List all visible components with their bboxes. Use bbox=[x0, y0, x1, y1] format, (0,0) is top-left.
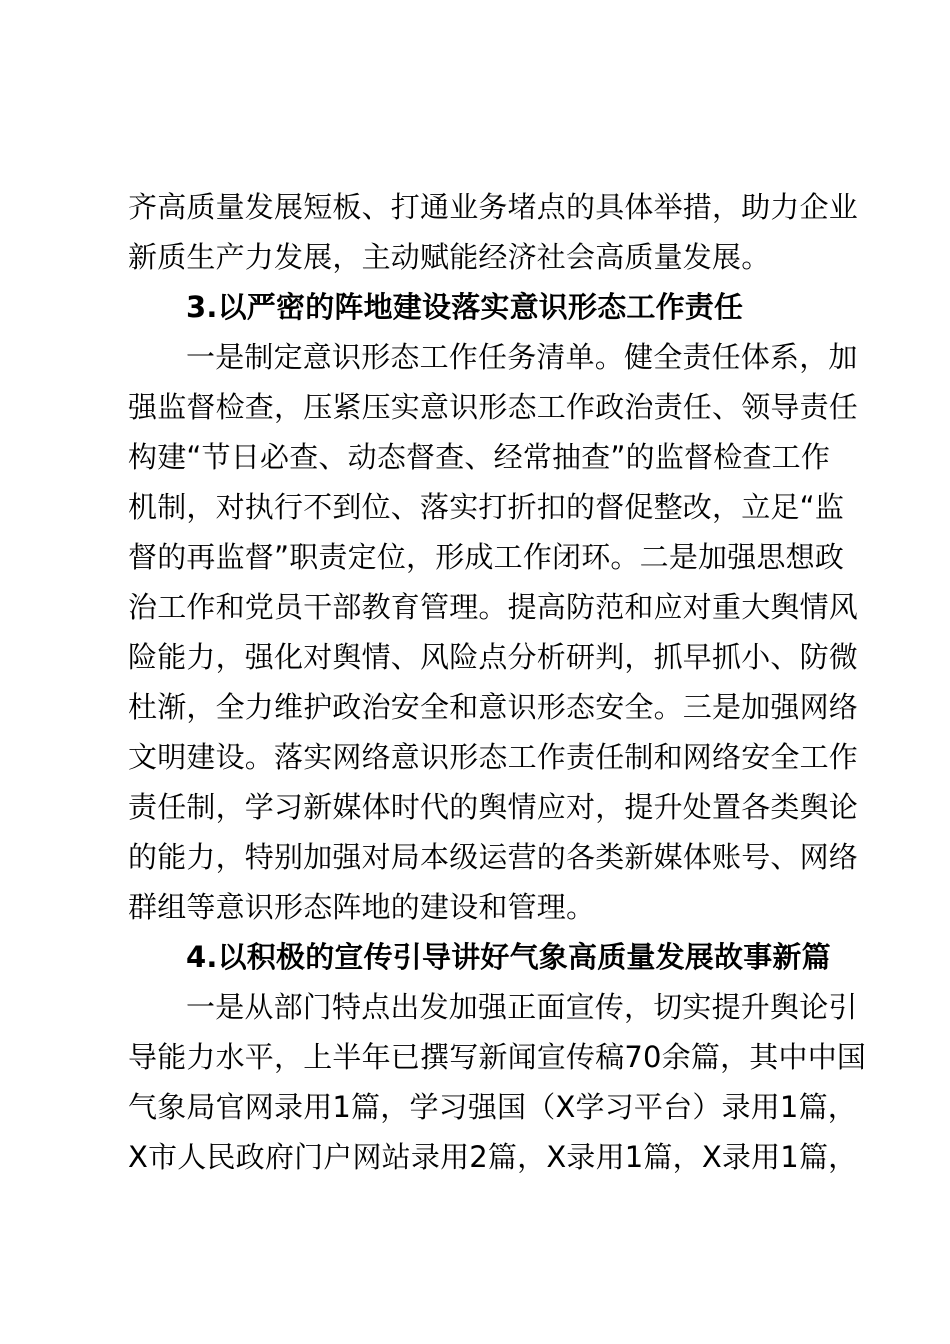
body-line: 气象局官网录用1篇，学习强国（X学习平台）录用1篇， bbox=[128, 1090, 857, 1124]
body-line: 齐高质量发展短板、打通业务堵点的具体举措，助力企业 bbox=[128, 190, 859, 224]
body-line: 强监督检查，压紧压实意识形态工作政治责任、领导责任 bbox=[128, 390, 859, 424]
body-line: 文明建设。落实网络意识形态工作责任制和网络安全工作 bbox=[128, 740, 859, 774]
body-line: 导能力水平，上半年已撰写新闻宣传稿70余篇，其中中国 bbox=[128, 1040, 867, 1074]
body-line: 群组等意识形态阵地的建设和管理。 bbox=[128, 890, 596, 924]
body-line: 新质生产力发展，主动赋能经济社会高质量发展。 bbox=[128, 240, 771, 274]
body-line: X市人民政府门户网站录用2篇，X录用1篇，X录用1篇， bbox=[128, 1140, 858, 1174]
body-line: 杜渐，全力维护政治安全和意识形态安全。三是加强网络 bbox=[128, 690, 859, 724]
section-heading-4: 4.以积极的宣传引导讲好气象高质量发展故事新篇 bbox=[186, 940, 831, 974]
paragraph-first-line: 一是制定意识形态工作任务清单。健全责任体系，加 bbox=[186, 340, 858, 374]
body-line: 的能力，特别加强对局本级运营的各类新媒体账号、网络 bbox=[128, 840, 859, 874]
body-line: 险能力，强化对舆情、风险点分析研判，抓早抓小、防微 bbox=[128, 640, 859, 674]
body-line: 责任制，学习新媒体时代的舆情应对，提升处置各类舆论 bbox=[128, 790, 859, 824]
document-body bbox=[128, 182, 867, 1182]
body-line: 构建“节日必查、动态督查、经常抽查”的监督检查工作 bbox=[128, 440, 831, 474]
section-heading-3: 3.以严密的阵地建设落实意识形态工作责任 bbox=[186, 290, 744, 324]
body-line: 机制，对执行不到位、落实打折扣的督促整改，立足“监 bbox=[128, 490, 845, 524]
paragraph-first-line: 一是从部门特点出发加强正面宣传，切实提升舆论引 bbox=[186, 990, 858, 1024]
body-line: 督的再监督”职责定位，形成工作闭环。二是加强思想政 bbox=[128, 540, 845, 574]
body-line: 治工作和党员干部教育管理。提高防范和应对重大舆情风 bbox=[128, 590, 859, 624]
